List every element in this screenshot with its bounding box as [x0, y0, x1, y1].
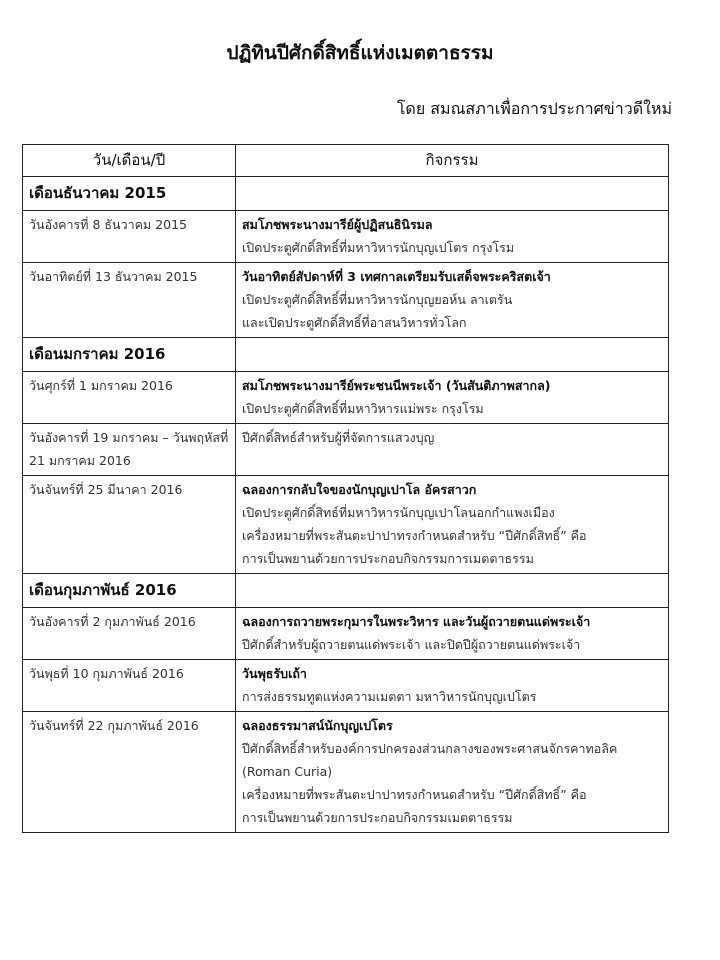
document-byline: โดย สมณสภาเพื่อการประกาศข่าวดีใหม่: [396, 99, 672, 118]
date-cell: วันอาทิตย์ที่ 13 ธันวาคม 2015: [23, 263, 236, 338]
month-heading: เดือนมกราคม 2016: [23, 338, 236, 372]
table-body: [23, 177, 669, 833]
table-row: [23, 608, 669, 660]
activity-cell: [236, 211, 669, 263]
table-row: [23, 372, 669, 424]
event-name: สมโภชพระนางมารีย์พระชนนีพระเจ้า (วันสันติภาพสากล): [242, 378, 551, 393]
date-cell: วันพุธที่ 10 กุมภาพันธ์ 2016: [23, 660, 236, 712]
event-name: วันพุธรับเถ้า: [242, 666, 307, 681]
schedule-table: [22, 144, 669, 833]
table-header-row: [23, 145, 669, 177]
month-heading: เดือนธันวาคม 2015: [23, 177, 236, 211]
activity-cell: [236, 476, 669, 574]
column-header-activity: กิจกรรม: [236, 145, 669, 177]
month-row: [23, 177, 669, 211]
event-detail: การเป็นพยานด้วยการประกอบกิจกรรมเมตตาธรรม: [242, 810, 513, 825]
date-cell: วันอังคารที่ 8 ธันวาคม 2015: [23, 211, 236, 263]
date-cell: วันจันทร์ที่ 25 มีนาคา 2016: [23, 476, 236, 574]
event-detail: เปิดประตูศักดิ์สิทธิ์ที่มหาวิหารนักบุญยอห์น ลาเตรัน: [242, 292, 513, 307]
event-name: ฉลองการกลับใจของนักบุญเปาโล อัครสาวก: [242, 482, 477, 497]
document-title: ปฏิทินปีศักดิ์สิทธิ์แห่งเมตตาธรรม: [226, 42, 494, 64]
date-cell: วันอังคารที่ 2 กุมภาพันธ์ 2016: [23, 608, 236, 660]
month-empty-cell: [236, 574, 669, 608]
month-empty-cell: [236, 177, 669, 211]
table-row: [23, 712, 669, 833]
event-name: ฉลองธรรมาสน์นักบุญเปโตร: [242, 718, 393, 733]
month-row: [23, 574, 669, 608]
event-detail: เปิดประตูศักดิ์สิทธ์ที่มหาวิหารนักบุญเปาโลนอกกำแพงเมือง: [242, 505, 555, 520]
activity-cell: [236, 372, 669, 424]
month-empty-cell: [236, 338, 669, 372]
activity-cell: [236, 263, 669, 338]
date-cell: วันจันทร์ที่ 22 กุมภาพันธ์ 2016: [23, 712, 236, 833]
activity-cell: [236, 712, 669, 833]
event-name: วันอาทิตย์สัปดาห์ที่ 3 เทศกาลเตรียมรับเสด็จพระคริสตเจ้า: [242, 269, 551, 284]
date-cell: วันอังคารที่ 19 มกราคม – วันพฤหัสที่ 21 มกราคม 2016: [23, 424, 236, 476]
month-row: [23, 338, 669, 372]
event-detail: เครื่องหมายที่พระสันตะปาปาทรงกำหนดสำหรับ “ปีศักดิ์สิทธิ์” คือ: [242, 528, 587, 543]
event-detail: การเป็นพยานด้วยการประกอบกิจกรรมการเมตตาธรรม: [242, 551, 534, 566]
event-detail: เปิดประตูศักดิ์สิทธิ์ที่มหาวิหารนักบุญเปโตร กรุงโรม: [242, 240, 515, 255]
activity-cell: [236, 424, 669, 476]
date-cell: วันศุกร์ที่ 1 มกราคม 2016: [23, 372, 236, 424]
event-name: ฉลองการถวายพระกุมารในพระวิหาร และวันผู้ถวายตนแด่พระเจ้า: [242, 614, 591, 629]
table-row: [23, 263, 669, 338]
activity-cell: [236, 660, 669, 712]
event-detail: และเปิดประตูศักดิ์สิทธิ์ที่อาสนวิหารทั่วโลก: [242, 315, 467, 330]
event-detail: เปิดประตูศักดิ์สิทธิ์ที่มหาวิหารแม่พระ กรุงโรม: [242, 401, 484, 416]
event-detail: การส่งธรรมทูตแห่งความเมตตา มหาวิหารนักบุญเปโตร: [242, 689, 537, 704]
table-row: [23, 660, 669, 712]
month-heading: เดือนกุมภาพันธ์ 2016: [23, 574, 236, 608]
event-name: สมโภชพระนางมารีย์ผู้ปฏิสนธินิรมล: [242, 217, 433, 232]
column-header-date: วัน/เดือน/ปี: [23, 145, 236, 177]
table-row: [23, 424, 669, 476]
activity-cell: [236, 608, 669, 660]
event-detail: ปีศักดิ์สิทธิ์สำหรับองค์การปกครองส่วนกลางของพระศาสนจักรคาทอลิค (Roman Curia): [242, 741, 618, 779]
event-detail: ปีศักดิ์สำหรับผู้ถวายตนแด่พระเจ้า และปิดปีผู้ถวายตนแด่พระเจ้า: [242, 637, 581, 652]
event-detail: เครื่องหมายที่พระสันตะปาปาทรงกำหนดสำหรับ “ปีศักดิ์สิทธิ์” คือ: [242, 787, 587, 802]
table-row: [23, 211, 669, 263]
event-detail: ปีศักดิ์สิทธ์สำหรับผู้ที่จัดการแสวงบุญ: [242, 430, 435, 445]
table-row: [23, 476, 669, 574]
